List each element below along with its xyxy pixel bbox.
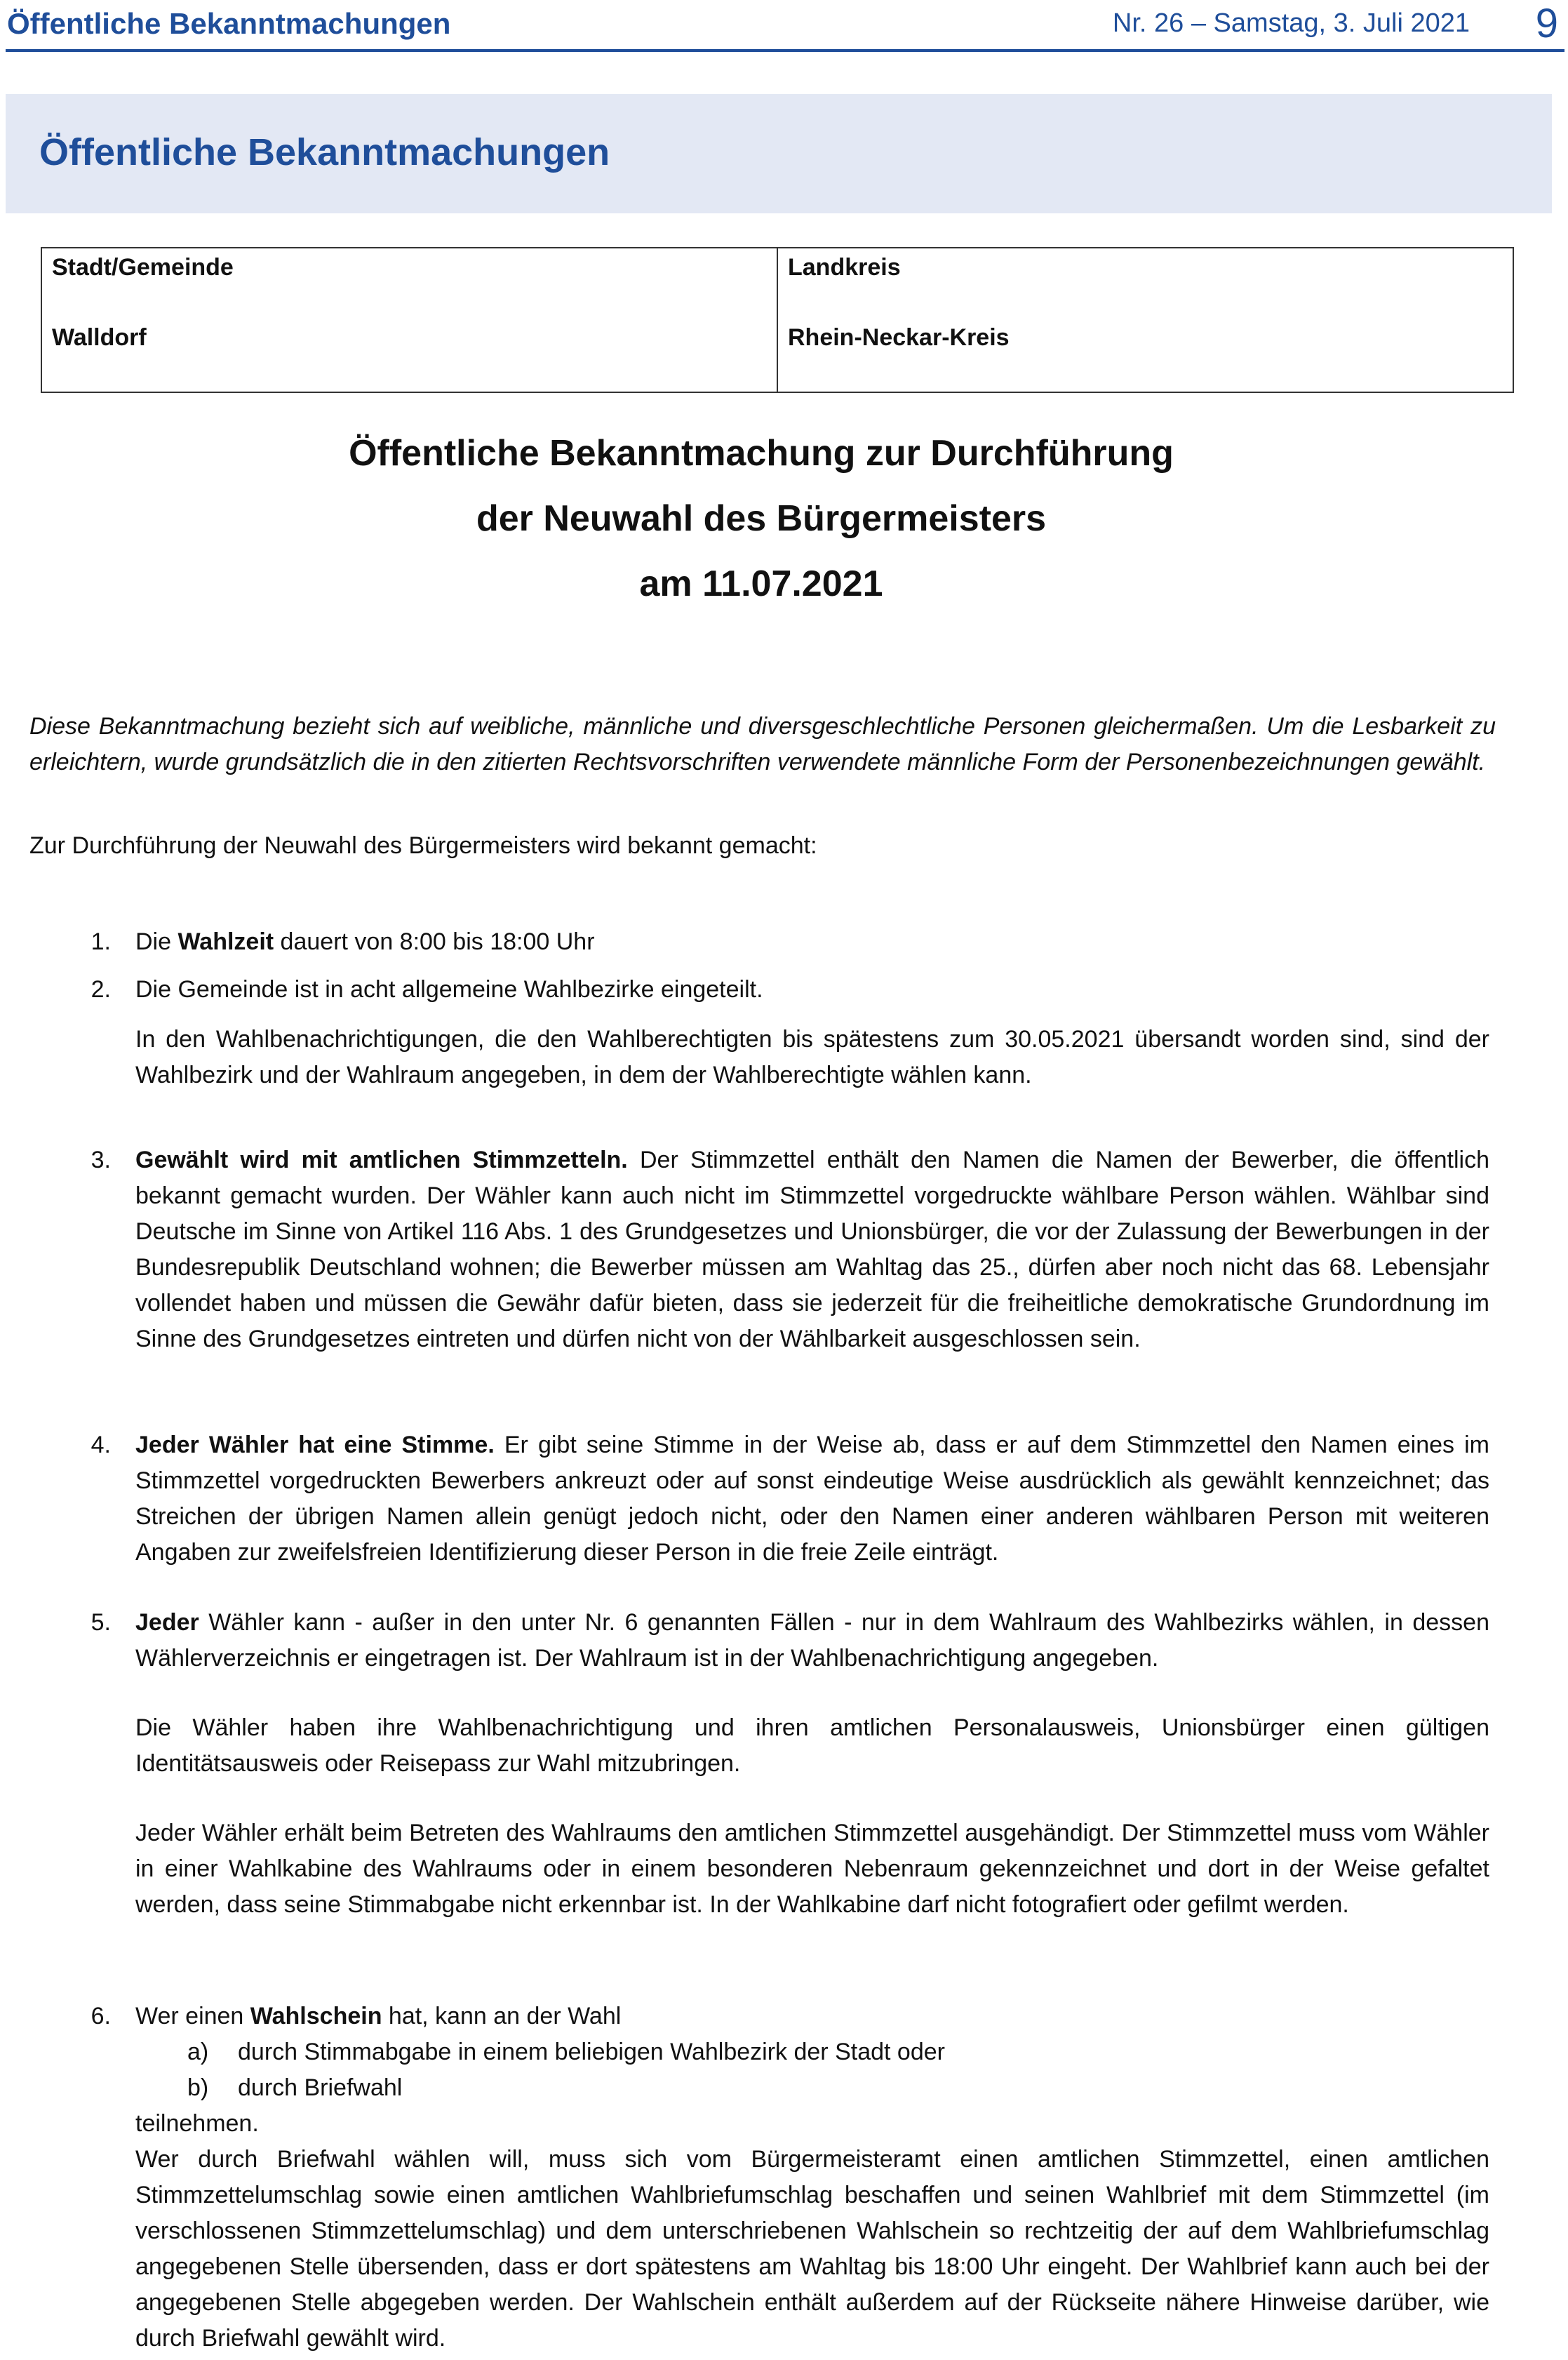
item-paragraph: Wer durch Briefwahl wählen will, muss sich vom Bürgermeisteramt einen amtlichen Stimmzettel, einen amtlichen Stimmzettelumschlag sowie einen amtlichen Wahlbriefumschlag beschaffen und seinen Wahlbrief mit dem Stimmzettel (im verschlossenen Stimmzettelumschlag) und dem unterschriebenen Wahlschein so rechtzeitig der auf dem Wahlbriefumschlag angegebenen Stelle übersenden, dass er dort spätestens am Wahltag bis 18:00 Uhr eingeht. Der Wahlbrief kann auch bei der angegebenen Stelle abgegeben werden. Der Wahlschein enthält außerdem auf der Rückseite nähere Hinweise darüber, wie durch Briefwahl gewählt wird. — [135, 2146, 1489, 2352]
item-number: 1. — [91, 928, 111, 955]
banner-title: Öffentliche Bekanntmachungen — [39, 131, 610, 173]
item-text: Er gibt seine Stimme in der Weise ab, dass er auf dem Stimmzettel den Namen eines im Stimmzettel vorgedruckten Bewerbers ankreuzt oder auf sonst eindeutige Weise ausdrücklich als gewählt kennzeichnet; das Streichen der übrigen Namen allein genügt jedoch nicht, oder den Namen einer anderen wählbaren Person mit weiteren Angaben zur zweifelsfreien Identifizierung dieser Person in die freie Zeile einträgt. — [135, 1432, 1490, 1566]
gender-note: Diese Bekanntmachung bezieht sich auf weibliche, männliche und diversgeschlechtliche Personen gleichermaßen. Um die Lesbarkeit zu erleichtern, wurde grundsätzlich die in den zitierten Rechtsvorschriften verwendete männliche Form der Personenbezeichnungen gewählt. — [29, 713, 1496, 775]
item-text: Wähler kann - außer in den unter Nr. 6 genannten Fällen - nur in dem Wahlraum des Wahlbezirks wählen, in dessen Wählerverzeichnis er eingetragen ist. Der Wahlraum ist in der Wahlbenachrichtigung angegeben. — [135, 1609, 1489, 1672]
sub-item-label: a) — [187, 2039, 209, 2065]
district-cell — [778, 248, 1513, 392]
header-section-title: Öffentliche Bekanntmachungen — [7, 7, 451, 40]
city-cell — [42, 248, 778, 392]
headline-line-3: am 11.07.2021 — [639, 564, 883, 604]
municipality-box — [41, 247, 1514, 393]
intro-lead: Zur Durchführung der Neuwahl des Bürgermeisters wird bekannt gemacht: — [29, 832, 817, 859]
sub-item-text: durch Briefwahl — [238, 2074, 403, 2101]
sub-item-b — [135, 2070, 1489, 2106]
item-paragraph: Die Wähler haben ihre Wahlbenachrichtigung und ihren amtlichen Personalausweis, Unionsbürger einen gültigen Identitätsausweis oder Reisepass zur Wahl mitzubringen. — [135, 1714, 1489, 1777]
item-text: Die Gemeinde ist in acht allgemeine Wahlbezirke eingeteilt. — [135, 976, 763, 1003]
item-paragraph: In den Wahlbenachrichtigungen, die den Wahlberechtigten bis spätestens zum 30.05.2021 übersandt worden sind, sind der Wahlbezirk und der Wahlraum angegeben, in dem der Wahlberechtigte wählen kann. — [135, 1026, 1489, 1088]
item-text: hat, kann an der Wahl — [382, 2003, 622, 2029]
headline-line-1: Öffentliche Bekanntmachung zur Durchführung — [349, 433, 1174, 474]
list-item-6 — [91, 1999, 1489, 2356]
list-item-5 — [91, 1605, 1489, 1923]
item-bold-text: Wahlschein — [250, 2003, 382, 2029]
item-text: dauert von 8:00 bis 18:00 Uhr — [274, 928, 595, 955]
district-value: Rhein-Neckar-Kreis — [788, 324, 1010, 351]
list-item-1 — [91, 924, 1489, 960]
item-bold-text: Jeder Wähler hat eine Stimme. — [135, 1432, 495, 1458]
item-number: 2. — [91, 976, 111, 1003]
item-bold-text: Wahlzeit — [177, 928, 274, 955]
item-text: Die — [135, 928, 178, 955]
item-text: Wer einen — [135, 2003, 250, 2029]
item-bold-text: Jeder — [135, 1609, 199, 1636]
list-item-3 — [91, 1142, 1489, 1357]
headline-line-2: der Neuwahl des Bürgermeisters — [476, 498, 1047, 539]
list-item-2 — [91, 972, 1489, 1093]
item-number: 4. — [91, 1432, 111, 1458]
sub-item-a — [135, 2034, 1489, 2070]
page-number: 9 — [1535, 1, 1558, 46]
sub-item-label: b) — [187, 2074, 209, 2101]
city-value: Walldorf — [52, 324, 147, 351]
item-number: 3. — [91, 1147, 111, 1173]
list-item-4 — [91, 1427, 1490, 1571]
header-rule — [6, 49, 1564, 52]
item-paragraph: teilnehmen. — [135, 2110, 259, 2137]
item-paragraph: Jeder Wähler erhält beim Betreten des Wahlraums den amtlichen Stimmzettel ausgehändigt. Der Stimmzettel muss vom Wähler in einer Wahlkabine des Wahlraums oder in einem besonderen Nebenraum gekennzeichnet und dort in der Weise gefaltet werden, dass seine Stimmabgabe nicht erkennbar ist. In der Wahlkabine darf nicht fotografiert oder gefilmt werden. — [135, 1820, 1489, 1918]
section-banner — [6, 94, 1552, 213]
item-number: 6. — [91, 2003, 111, 2029]
item-number: 5. — [91, 1609, 111, 1636]
item-bold-text: Gewählt wird mit amtlichen Stimmzetteln. — [135, 1147, 628, 1173]
item-text: Der Stimmzettel enthält den Namen die Namen der Bewerber, die öffentlich bekannt gemacht wurden. Der Wähler kann auch nicht im Stimmzettel vorgedruckte wählbare Person wählen. Wählbar sind Deutsche im Sinne von Artikel 116 Abs. 1 des Grundgesetzes und Unionsbürger, die vor der Zulassung der Bewerbungen in der Bundesrepublik Deutschland wohnen; die Bewerber müssen am Wahltag das 25., dürfen aber noch nicht das 68. Lebensjahr vollendet haben und müssen die Gewähr dafür bieten, dass sie jederzeit für die freiheitliche demokratische Grundordnung im Sinne des Grundgesetzes eintreten und dürfen nicht von der Wählbarkeit ausgeschlossen sein. — [135, 1147, 1489, 1352]
sub-item-text: durch Stimmabgabe in einem beliebigen Wahlbezirk der Stadt oder — [238, 2039, 945, 2065]
page-header — [0, 0, 1568, 53]
district-label: Landkreis — [788, 254, 901, 281]
city-label: Stadt/Gemeinde — [52, 254, 234, 281]
announcement-headline — [0, 421, 1522, 617]
header-issue-date: Nr. 26 – Samstag, 3. Juli 2021 — [1112, 8, 1470, 38]
